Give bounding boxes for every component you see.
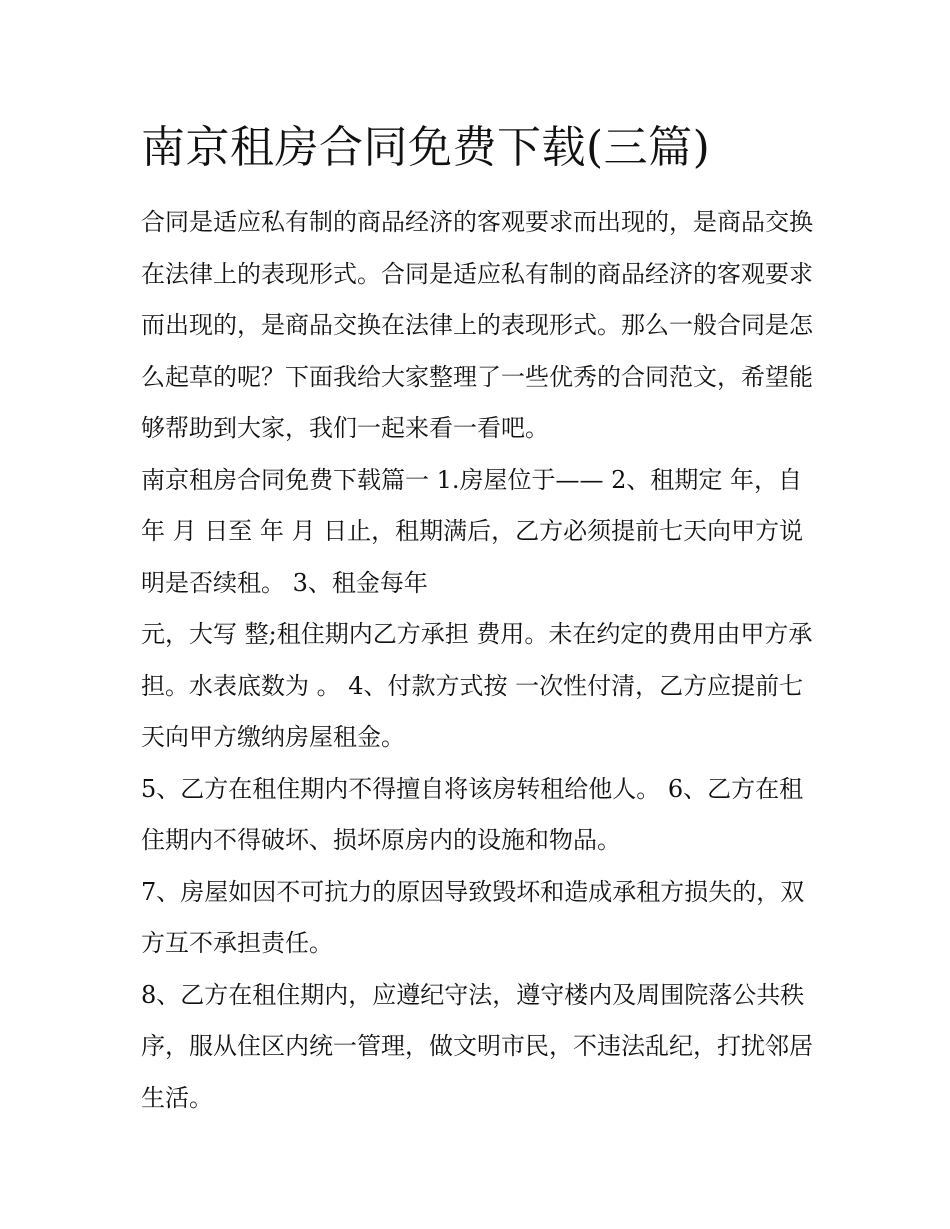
clause-paragraph-rent: 元，大写 整;租住期内乙方承担 费用。未在约定的费用由甲方承担。水表底数为 。 4、付款方式按 一次性付清，乙方应提前七天向甲方缴纳房屋租金。	[141, 620, 813, 751]
intro-paragraph: 合同是适应私有制的商品经济的客观要求而出现的，是商品交换在法律上的表现形式。合同是适应私有制的商品经济的客观要求而出现的，是商品交换在法律上的表现形式。那么一般合同是怎么起草的呢？下面我给大家整理了一些优秀的合同范文，希望能够帮助到大家，我们一起来看一看吧。	[141, 208, 813, 442]
document-body	[141, 197, 816, 1124]
clause-paragraph-1-3: 南京租房合同免费下载篇一 1.房屋位于—— 2、租期定 年，自年 月 日至 年 月 日止，租期满后，乙方必须提前七天向甲方说明是否续租。 3、租金每年	[141, 465, 804, 597]
clause-paragraph-5-6: 5、乙方在租住期内不得擅自将该房转租给他人。 6、乙方在租住期内不得破坏、损坏原房内的设施和物品。	[141, 774, 804, 854]
clause-paragraph-8: 8、乙方在租住期内，应遵纪守法，遵守楼内及周围院落公共秩序，服从住区内统一管理，做文明市民，不违法乱纪，打扰邻居生活。	[141, 980, 813, 1112]
clause-paragraph-7: 7、房屋如因不可抗力的原因导致毁坏和造成承租方损失的，双方互不承担责任。	[141, 877, 805, 957]
document-title: 南京租房合同免费下载(三篇)	[141, 122, 711, 173]
